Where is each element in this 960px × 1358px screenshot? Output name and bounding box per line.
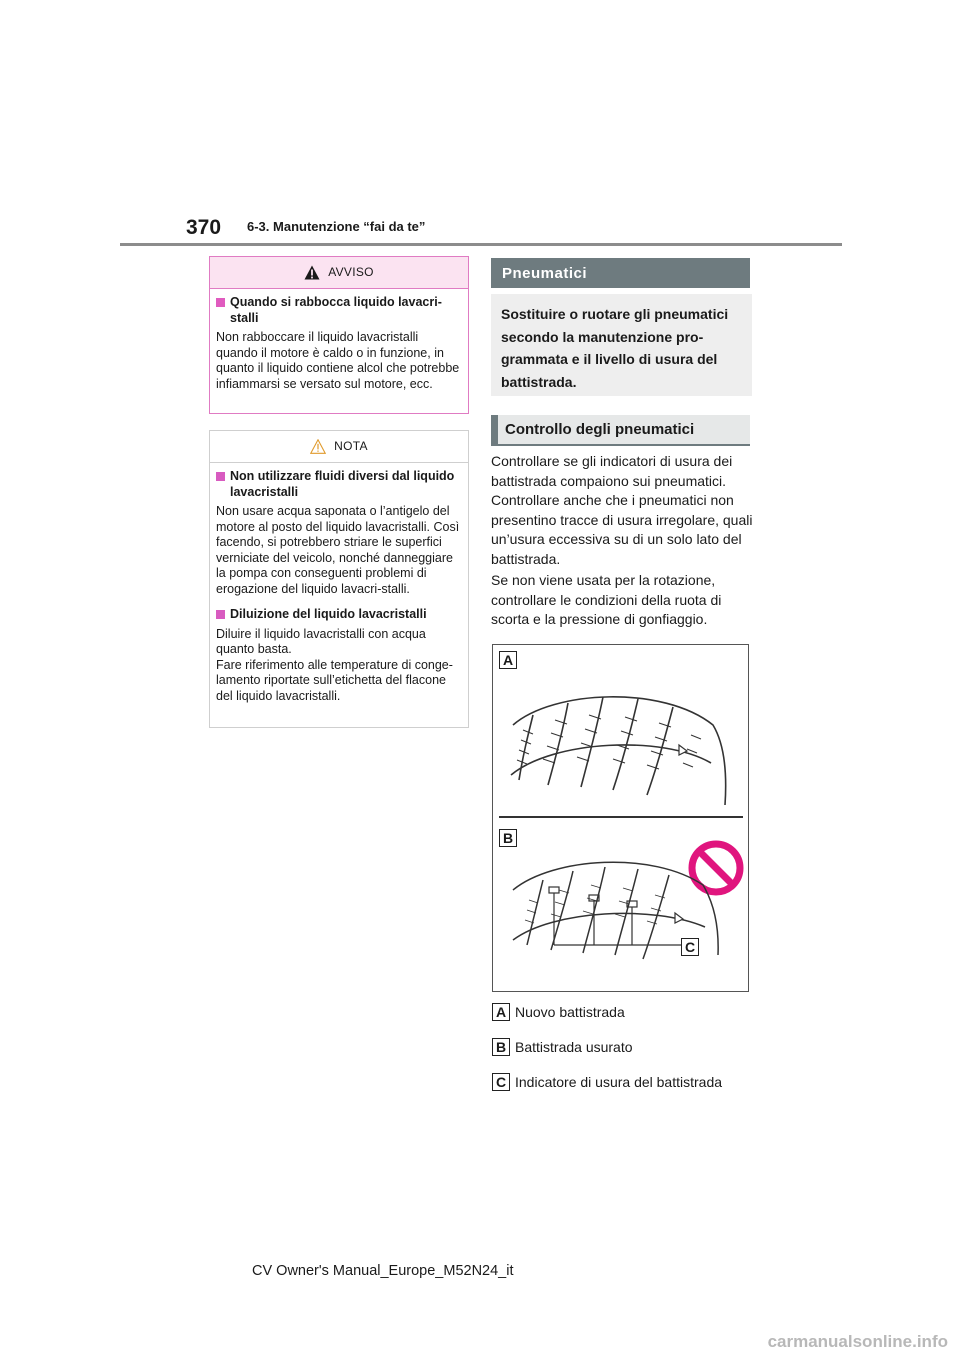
legend-key-c: C: [492, 1073, 510, 1091]
tire-tread-figure: [492, 644, 749, 992]
note-item-title-text: Non utilizzare fluidi diversi dal liquido lavacristalli: [230, 469, 455, 499]
bullet-square-icon: [216, 472, 225, 481]
section-title: 6-3. Manutenzione “fai da te”: [247, 219, 426, 234]
tire-worn-icon: [513, 862, 718, 959]
note-box-header: [210, 431, 468, 463]
warning-label: AVVISO: [328, 264, 374, 279]
tire-illustrations: [493, 645, 748, 991]
legend-text-c: Indicatore di usura del battistrada: [515, 1074, 723, 1090]
section-band-pneumatici: Pneumatici: [491, 258, 750, 288]
caution-triangle-icon: [310, 439, 326, 454]
prohibited-icon: [692, 844, 740, 892]
figure-label-a: A: [499, 651, 517, 669]
tire-new-icon: [511, 697, 726, 805]
note-label: NOTA: [334, 438, 368, 453]
manual-footer: CV Owner's Manual_Europe_M52N24_it: [252, 1263, 514, 1279]
legend-item-b: [492, 1038, 633, 1056]
watermark: carmanualsonline.info: [767, 1332, 948, 1351]
bullet-square-icon: [216, 298, 225, 307]
note-item-text: Non usare acqua saponata o l’antigelo del motore al posto del liquido lavacristalli. Così facendo, si potrebbero striare le superfici verniciate del veicolo, nonché danneggiare la pompa con conseguenti problemi di erogazione del liquido lavacri-stalli.: [216, 504, 460, 596]
header-divider: [120, 243, 842, 246]
legend-key-a: A: [492, 1003, 510, 1021]
note-box: [209, 430, 469, 728]
figure-label-c: C: [681, 938, 699, 956]
note-item-title-text: Diluizione del liquido lavacristalli: [230, 607, 427, 621]
body-paragraph: Controllare se gli indicatori di usura dei battistrada compaiono sui pneumatici. Controllare anche che i pneumatici non presentino tracce di usura irregolare, quali un’usura eccessiva su di un solo lato del battistrada.: [491, 453, 753, 567]
page-number: 370: [186, 216, 222, 239]
subsection-title: Controllo degli pneumatici: [491, 415, 750, 446]
warning-item-title: [216, 295, 462, 326]
note-item-line: Fare riferimento alle temperature di conge-lamento riportate sull’etichetta del flacone del liquido lavacristalli.: [216, 657, 453, 703]
legend-item-c: [492, 1073, 722, 1091]
legend-text-b: Battistrada usurato: [515, 1039, 633, 1055]
note-item-text: [216, 627, 462, 705]
warning-item-title-text: Quando si rabbocca liquido lavacri-stalli: [230, 295, 442, 325]
warning-box-header: [210, 257, 468, 289]
legend-text-a: Nuovo battistrada: [515, 1004, 625, 1020]
legend-item-a: [492, 1003, 625, 1021]
bullet-square-icon: [216, 610, 225, 619]
note-item-title: [216, 607, 462, 623]
body-paragraph: Se non viene usata per la rotazione, controllare le condizioni della ruota di scorta e la pressione di gonfiaggio.: [491, 572, 722, 627]
warning-box: [209, 256, 469, 414]
legend-key-b: B: [492, 1038, 510, 1056]
warning-triangle-icon: [304, 265, 320, 280]
figure-label-b: B: [499, 829, 517, 847]
note-item-line: Diluire il liquido lavacristalli con acqua quanto basta.: [216, 626, 426, 656]
warning-item-text: Non rabboccare il liquido lavacristalli quando il motore è caldo o in funzione, in quanto il liquido contiene alcol che potrebbe infiammarsi se versato sul motore, ecc.: [216, 330, 460, 391]
section-summary: Sostituire o ruotare gli pneumatici secondo la manutenzione pro-grammata e il livello di usura del battistrada.: [491, 294, 752, 396]
note-item-title: [216, 469, 462, 500]
